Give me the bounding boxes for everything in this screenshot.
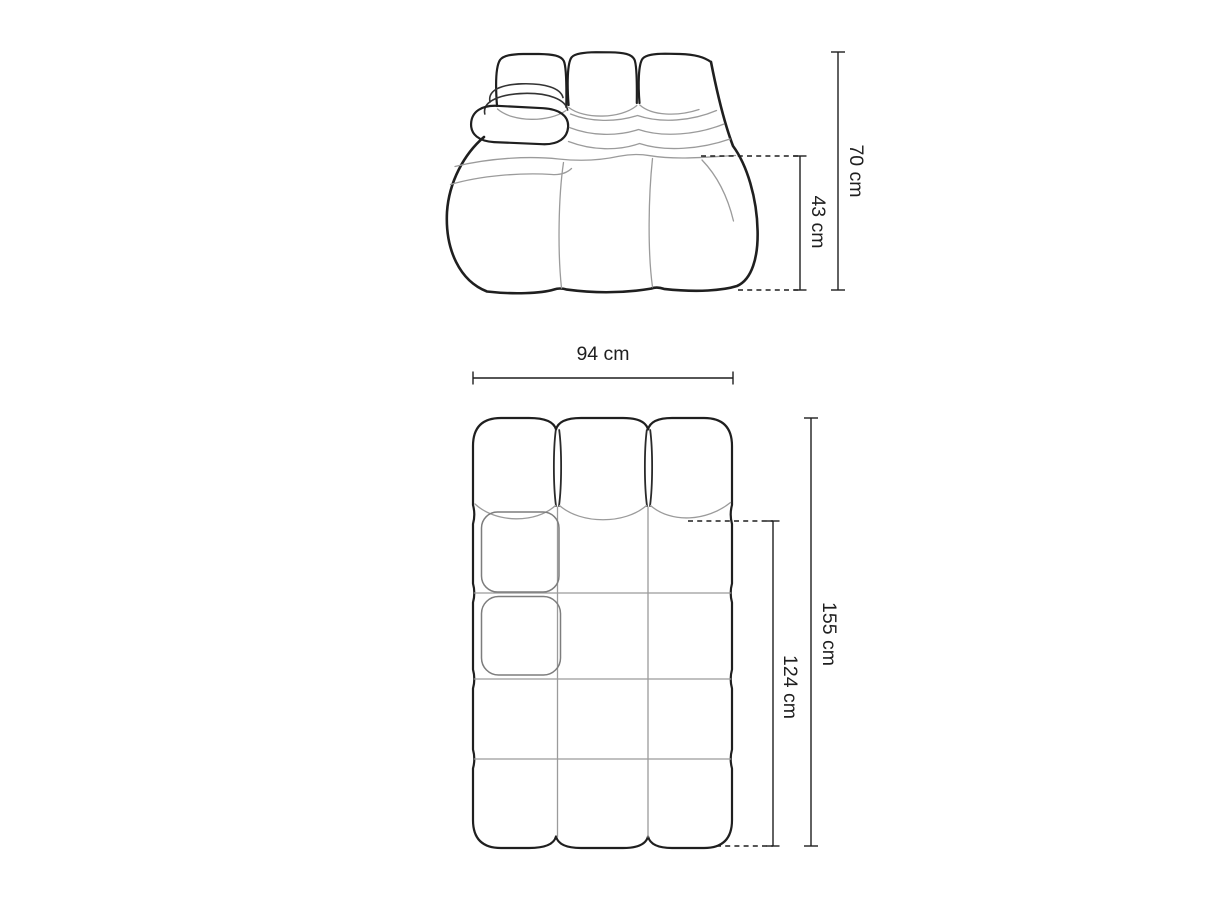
front-seat-vertical-seam-right xyxy=(649,159,652,288)
front-backrest-bubble-middle xyxy=(568,52,637,105)
top-bubble-edge xyxy=(559,430,561,506)
front-backrest-seam-right xyxy=(640,105,699,114)
top-bubble-edge xyxy=(645,430,647,506)
top-armrest-cushion-upper xyxy=(482,512,560,592)
top-outline xyxy=(473,418,732,848)
dim-label-width: 94 cm xyxy=(576,343,630,365)
front-right-bulge-seam xyxy=(702,160,734,221)
front-seat-vertical-seam-left xyxy=(559,163,563,289)
front-left-tuft-row xyxy=(451,169,572,185)
top-backrest-seam xyxy=(651,503,731,518)
front-backrest-bubble-right xyxy=(639,54,711,103)
top-view xyxy=(473,418,732,848)
top-armrest-cushion-lower xyxy=(482,597,561,676)
dim-width xyxy=(473,343,733,385)
front-body-outline xyxy=(447,62,758,293)
top-backrest-seam xyxy=(560,506,647,520)
front-seat-seam-full xyxy=(455,154,736,166)
dim-label-overall-depth: 155 cm xyxy=(818,602,840,666)
dim-seat-depth xyxy=(688,521,801,846)
front-backrest-seam-middle xyxy=(569,106,637,117)
dim-overall-depth xyxy=(804,418,840,846)
dim-label-seat-depth: 124 cm xyxy=(779,655,801,719)
top-bubble-edge xyxy=(554,430,556,506)
front-armrest-cushion xyxy=(471,106,568,144)
dim-seat-height xyxy=(701,156,829,290)
front-tuft-row-3 xyxy=(569,139,731,149)
front-tuft-row-2 xyxy=(570,124,725,134)
dimension-annotations xyxy=(473,52,867,846)
dim-overall-height xyxy=(831,52,867,290)
top-bubble-edge xyxy=(650,430,652,506)
dim-label-overall-height: 70 cm xyxy=(845,144,867,198)
front-view xyxy=(447,52,758,293)
dim-label-seat-height: 43 cm xyxy=(807,195,829,249)
